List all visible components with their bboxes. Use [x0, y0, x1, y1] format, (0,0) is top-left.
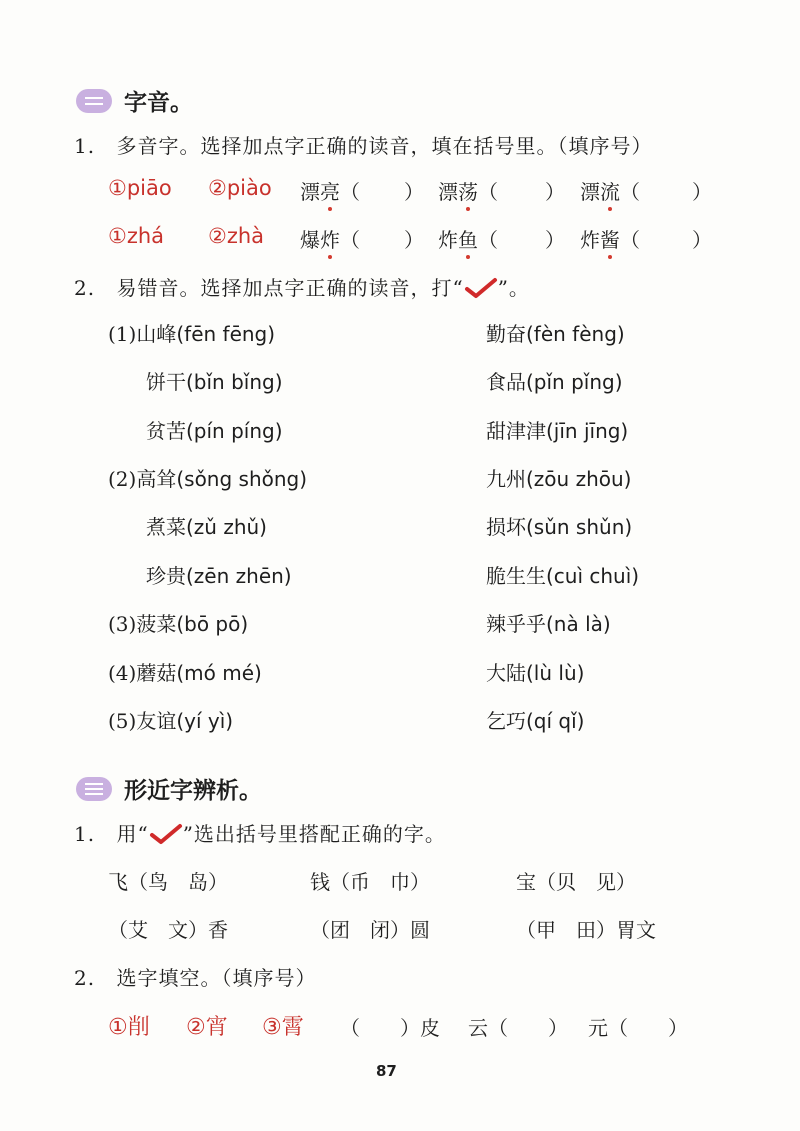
blank-baozha[interactable]	[300, 224, 360, 253]
s3-q1-prompt	[74, 818, 446, 847]
option-xiao: ②宵	[186, 1015, 228, 1040]
item-word: 山峰	[136, 322, 177, 346]
item-pinyin-options[interactable]: (sǔn shǔn)	[526, 515, 633, 539]
list-item	[146, 560, 292, 589]
item-prefix: (5)	[108, 709, 137, 733]
item-word: 九州	[486, 467, 526, 491]
list-item	[108, 705, 233, 734]
item-word: 脆生生	[486, 564, 546, 588]
s3-q1-choice[interactable]: （艾 文）香	[108, 918, 228, 942]
close-paren: ）	[404, 180, 424, 204]
item-word: 甜津津	[486, 419, 546, 443]
item-pinyin-options[interactable]: (cuì chuì)	[546, 564, 640, 588]
close-paren: ）	[545, 180, 565, 204]
item-word: 辣乎乎	[486, 612, 546, 636]
item-prefix: (2)	[108, 467, 137, 491]
s2-q1-text: 多音字。选择加点字正确的读音，填在括号里。（填序号）	[116, 134, 653, 158]
list-item	[486, 511, 632, 540]
blank-piaoliang[interactable]	[300, 176, 360, 205]
section-3-title: 形近字辨析。	[124, 778, 262, 804]
section-2-badge-icon	[76, 89, 112, 113]
option-piao1: ①piāo	[108, 176, 172, 200]
blank-piaodang[interactable]	[438, 176, 498, 205]
blank-zhajiang[interactable]	[580, 224, 640, 253]
list-item	[486, 705, 584, 734]
page-number: 87	[376, 1062, 397, 1080]
s3-q1-text-before: 用“	[116, 822, 149, 846]
blank-zhayu[interactable]	[438, 224, 498, 253]
list-item	[146, 366, 283, 395]
close-paren: ）	[404, 228, 424, 252]
list-item	[108, 657, 262, 686]
s3-q1-choice[interactable]: （甲 田）胃文	[516, 918, 656, 942]
item-pinyin-options[interactable]: (jīn jīng)	[546, 419, 629, 443]
section-2-title: 字音。	[124, 90, 193, 116]
option-xue: ①削	[108, 1015, 150, 1040]
item-word: 高耸	[136, 467, 177, 491]
item-pinyin-options[interactable]: (nà là)	[546, 612, 611, 636]
item-word: 蘑菇	[136, 661, 177, 685]
item-pinyin-options[interactable]: (zǔ zhǔ)	[186, 515, 267, 539]
item-word: 食品	[486, 370, 526, 394]
s3-q2-number: 2.	[74, 966, 96, 990]
list-item	[146, 511, 267, 540]
close-paren: ）	[692, 228, 712, 252]
item-prefix: (1)	[108, 322, 137, 346]
section-3-header	[76, 772, 262, 805]
section-3-badge-icon	[76, 777, 112, 801]
s3-q1-choice[interactable]: 飞（鸟 岛）	[108, 870, 228, 894]
list-item	[146, 415, 283, 444]
item-pinyin-options[interactable]: (yí yì)	[176, 709, 234, 733]
s3-q1-choice[interactable]: 钱（币 巾）	[310, 870, 430, 894]
list-item	[108, 318, 275, 347]
item-pinyin-options[interactable]: (sǒng shǒng)	[176, 467, 308, 491]
list-item	[486, 415, 628, 444]
s3-q1-choice[interactable]: 宝（贝 见）	[516, 870, 636, 894]
item-pinyin-options[interactable]: (zēn zhēn)	[186, 564, 292, 588]
option-xiao-cloud: ③霄	[262, 1015, 304, 1040]
item-word: 珍贵	[146, 564, 186, 588]
option-piao4: ②piào	[208, 176, 272, 200]
option-zha2: ①zhá	[108, 224, 165, 248]
word-piaoliu: 漂流（	[580, 180, 640, 204]
s2-q1-prompt	[74, 130, 652, 159]
item-pinyin-options[interactable]: (zōu zhōu)	[526, 467, 632, 491]
checkmark-icon	[464, 277, 498, 299]
blank-yun[interactable]: 云（ ）	[468, 1016, 568, 1040]
word-zhajiang: 炸酱（	[580, 228, 640, 252]
s3-q1-choice[interactable]: （团 闭）圆	[310, 918, 430, 942]
checkmark-icon	[149, 823, 183, 845]
s2-q2-prompt	[74, 272, 530, 301]
item-pinyin-options[interactable]: (qí qǐ)	[526, 709, 585, 733]
item-pinyin-options[interactable]: (mó mé)	[176, 661, 262, 685]
list-item	[108, 463, 307, 492]
item-word: 乞巧	[486, 709, 526, 733]
blank-pi[interactable]: （ ）皮	[340, 1016, 440, 1040]
word-zhayu: 炸鱼（	[438, 228, 498, 252]
item-pinyin-options[interactable]: (lù lù)	[526, 661, 585, 685]
item-word: 贫苦	[146, 419, 186, 443]
item-pinyin-options[interactable]: (pín píng)	[186, 419, 283, 443]
item-prefix: (4)	[108, 661, 137, 685]
list-item	[108, 608, 248, 637]
item-prefix: (3)	[108, 612, 137, 636]
s2-q2-number: 2.	[74, 276, 96, 300]
item-pinyin-options[interactable]: (bō pō)	[176, 612, 249, 636]
item-pinyin-options[interactable]: (bǐn bǐng)	[186, 370, 283, 394]
word-piaodang: 漂荡（	[438, 180, 498, 204]
list-item	[486, 560, 639, 589]
close-paren: ）	[545, 228, 565, 252]
s3-q2-text: 选字填空。（填序号）	[116, 966, 317, 990]
close-paren: ）	[692, 180, 712, 204]
item-word: 友谊	[136, 709, 177, 733]
item-word: 饼干	[146, 370, 186, 394]
item-word: 大陆	[486, 661, 526, 685]
list-item	[486, 318, 625, 347]
s2-q2-text-before: 易错音。选择加点字正确的读音，打“	[116, 276, 464, 300]
blank-piaoliu[interactable]	[580, 176, 640, 205]
item-pinyin-options[interactable]: (fēn fēng)	[176, 322, 276, 346]
s3-q1-number: 1.	[74, 822, 96, 846]
item-word: 勤奋	[486, 322, 526, 346]
item-word: 煮菜	[146, 515, 186, 539]
section-2-header	[76, 84, 193, 117]
s2-q1-number: 1.	[74, 134, 96, 158]
s2-q2-text-after: ”。	[497, 276, 530, 300]
item-pinyin-options[interactable]: (fèn fèng)	[526, 322, 625, 346]
item-word: 菠菜	[136, 612, 177, 636]
blank-yuan[interactable]: 元（ ）	[588, 1016, 688, 1040]
list-item	[486, 463, 631, 492]
item-pinyin-options[interactable]: (pǐn pǐng)	[526, 370, 623, 394]
option-zha4: ②zhà	[208, 224, 265, 248]
s3-q2-prompt	[74, 962, 316, 991]
word-baozha: 爆炸（	[300, 228, 360, 252]
list-item	[486, 366, 623, 395]
list-item	[486, 657, 584, 686]
list-item	[486, 608, 611, 637]
item-word: 损坏	[486, 515, 526, 539]
word-piaoliang: 漂亮（	[300, 180, 360, 204]
s3-q1-text-after: ”选出括号里搭配正确的字。	[182, 822, 446, 846]
